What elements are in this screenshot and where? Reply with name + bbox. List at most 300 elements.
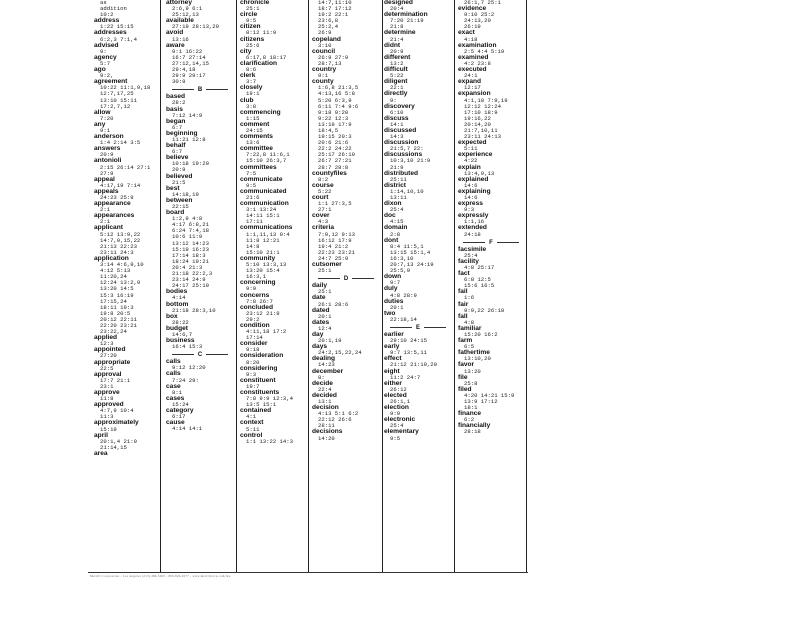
index-locator: 7:20 21:19 (390, 17, 424, 25)
index-term: communication (240, 200, 289, 208)
index-locator: 4:17,19 7:14 (100, 181, 141, 189)
index-locator: 16:3,1 (246, 273, 267, 281)
index-term: anderson (94, 133, 124, 141)
index-locator: 27:20 (100, 352, 117, 360)
index-locator: 14:3 (390, 133, 404, 141)
index-term: appeal (94, 175, 115, 183)
index-locator: 13:12 14:23 (172, 239, 209, 247)
index-term: case (166, 382, 181, 390)
index-term: discussions (384, 151, 423, 159)
index-locator: 23:14 24:9 (172, 276, 206, 284)
index-term: day (312, 330, 324, 338)
column-divider (382, 0, 383, 572)
index-locator: 26:7 27:21 (318, 157, 352, 165)
index-locator: 12:3 (100, 340, 114, 348)
index-term: course (312, 181, 334, 189)
index-term: citizens (240, 35, 265, 43)
index-locator: 4:13 5:1 6:2 (318, 410, 359, 418)
index-term: extended (458, 224, 487, 232)
index-term: discussed (384, 126, 417, 134)
index-locator: 7:24 29: (172, 376, 199, 384)
index-term: two (384, 309, 396, 317)
index-term: business (166, 337, 195, 345)
index-locator: 22:20 23:21 (100, 321, 137, 329)
index-term: explained (458, 175, 489, 183)
index-term: determination (384, 11, 428, 19)
index-term: familiar (458, 324, 482, 332)
page-footer: Merrill Corporation - Los Angeles (213) 486-5200 - 800-826-0277 - www.merrillcorp.com/law (90, 574, 231, 578)
index-locator: 23:12 21:9 (246, 309, 280, 317)
index-term: advised (94, 41, 119, 49)
index-term: antonioli (94, 157, 122, 165)
index-term: facsimile (458, 245, 487, 253)
index-locator: 20:1,19 (318, 337, 342, 345)
letter-heading: B (166, 87, 234, 93)
index-locator: 1:2,9 4:8 (172, 215, 203, 223)
index-locator: 15:10 21:1 (246, 248, 280, 256)
index-term: court (312, 194, 329, 201)
index-locator: 6:8 12:5 (464, 276, 491, 284)
index-term: different (384, 53, 411, 61)
index-term: city (240, 47, 252, 55)
index-locator: 13:16 (172, 35, 189, 43)
index-locator: 5:20 6:3,9 (318, 96, 352, 104)
index-locator: 21:8 (390, 23, 404, 31)
column-divider (236, 0, 237, 572)
index-locator: 29:10 24:15 (390, 337, 427, 345)
index-locator: 19:16,22 (464, 114, 491, 122)
index-locator: 12:24 13:2,9 (100, 279, 141, 287)
index-locator: 4:8 28:9 (390, 291, 417, 299)
index-locator: 4:17 6:8,21 (172, 221, 209, 229)
index-locator: 4:1,10 7:9,19 (464, 96, 508, 104)
index-term: answers (94, 145, 121, 153)
index-locator: 21:12 21:19,20 (390, 361, 437, 369)
index-term: application (94, 254, 129, 262)
index-locator: 17:2,7,12 (100, 102, 131, 110)
index-locator: 15:6 16:5 (464, 282, 495, 290)
index-term: category (166, 407, 194, 414)
letter-heading: E (384, 325, 452, 331)
index-term: district (384, 181, 406, 189)
index-locator: 20:4 21:3 (172, 263, 203, 271)
index-locator: 10:6 11:9 (172, 233, 203, 241)
index-term: county (312, 78, 334, 86)
index-locator: 2:15 26:14 27:1 (100, 163, 151, 171)
index-locator: 1:1,16 (464, 218, 485, 226)
index-locator: 18:1 (464, 404, 478, 412)
index-locator: 13:10 15:11 (100, 96, 137, 104)
index-locator: 4:13,16 5:8 (318, 90, 355, 98)
index-locator: 19:15 20:3 (318, 133, 352, 141)
index-locator: 20:7,13 24:19 (390, 261, 434, 269)
index-locator: 21:18 28:3,10 (172, 306, 216, 314)
index-term: chronicle (240, 0, 270, 6)
index-locator: 4:18 (464, 35, 478, 43)
index-column-6 (458, 0, 524, 572)
index-locator: 6:7 (172, 123, 183, 131)
index-term: electronic (384, 416, 416, 424)
index-locator: 11:21 12:8 (172, 135, 206, 143)
index-locator: 26:1,1 (390, 398, 411, 405)
index-locator: 9:5 (246, 181, 257, 189)
index-locator: 17:11 (246, 218, 263, 226)
index-locator: 3:7 (246, 78, 257, 86)
index-locator: 5:22 (390, 72, 404, 80)
index-term: concerning (240, 279, 276, 287)
index-term: designed (384, 0, 413, 6)
index-locator: 17:15,24 (100, 297, 127, 305)
index-locator: 13:19 17:9 (318, 120, 352, 128)
index-term: calls (166, 358, 181, 366)
index-locator: 27:19 28:13,20 (172, 23, 219, 31)
index-term: appropriate (94, 358, 131, 366)
index-locator: 9:2, (100, 72, 114, 80)
index-term: ago (94, 66, 106, 74)
index-term: approximately (94, 419, 139, 427)
index-term: box (166, 312, 178, 320)
index-term: eight (384, 367, 400, 375)
index-term: closely (240, 84, 263, 92)
index-term: comments (240, 133, 273, 141)
index-locator: 26:9 27:9 (318, 53, 349, 61)
index-locator: 4:1 (246, 413, 257, 421)
index-locator: 3:1 13:24 (246, 206, 277, 214)
index-locator: 3:10 (318, 41, 332, 49)
index-locator: 15:3 16:19 (100, 291, 134, 299)
index-term: favor (458, 361, 475, 369)
index-locator: 23:22,24 (100, 328, 127, 336)
index-locator: 7:20 (100, 114, 114, 122)
index-column-5 (384, 0, 452, 572)
index-locator: 14:1 (390, 120, 404, 128)
index-term: address (94, 17, 120, 25)
index-locator: 17:7 21:1 (100, 376, 131, 384)
index-term: clerk (240, 72, 256, 80)
index-term: constituent (240, 376, 276, 384)
index-locator: 7:8 9:9 12:3,4 (246, 395, 293, 403)
index-locator: 2:1 (100, 206, 111, 214)
index-locator: 9:7 13:5,11 (390, 349, 427, 357)
index-term: club (240, 96, 254, 104)
index-locator: 21:6 (246, 194, 260, 201)
index-term: committee (240, 145, 273, 153)
index-locator: 27:12,14,15 (172, 59, 209, 67)
index-locator: 20:9 (390, 47, 404, 55)
index-locator: 21:9 (390, 163, 404, 171)
index-term: beginning (166, 129, 198, 137)
index-locator: 9: (390, 96, 397, 104)
index-locator: 28:7,13 (318, 59, 342, 67)
index-locator: 1:22 15:15 (100, 23, 134, 31)
index-locator: 13:1 (318, 398, 332, 405)
index-locator: 13:20 15:4 (246, 267, 280, 275)
index-locator: 3:14 4:6,9,10 (100, 261, 144, 269)
index-locator: 20:9 (172, 166, 186, 174)
index-term: circle (240, 11, 258, 19)
index-locator: 19:7 (246, 382, 260, 390)
index-locator: 25:12,13 (172, 11, 199, 19)
index-term: elected (384, 391, 407, 399)
index-locator: 13:5 15:1 (246, 401, 277, 409)
index-term: communications (240, 224, 293, 232)
index-term: days (312, 343, 328, 351)
index-locator: 29:4,18 (172, 66, 196, 74)
index-locator: 19:2 22:1 (318, 11, 349, 19)
index-locator: 23:1 (100, 382, 114, 390)
index-locator: 25:6 (246, 41, 260, 49)
index-term: attorney (166, 0, 193, 6)
index-locator: 1:6,8 21:3,5 (318, 84, 359, 92)
index-locator: 18:7 17:12 (318, 5, 352, 13)
index-term: decide (312, 379, 333, 387)
index-locator: 8:6 (246, 66, 257, 74)
index-locator: 22:15 (172, 203, 189, 210)
index-locator: 9:7 (390, 279, 401, 287)
index-locator: 19:4 21:2 (318, 242, 349, 250)
index-term: dated (312, 306, 330, 314)
index-term: avoid (166, 29, 184, 37)
index-locator: 14:6 (464, 194, 478, 201)
index-locator: 22:1 (390, 84, 404, 92)
index-term: elementary (384, 428, 419, 436)
index-term: clarification (240, 59, 278, 67)
index-term: dates (312, 318, 330, 326)
index-locator: 21:4 (390, 35, 404, 43)
index-locator: 17:14 (246, 334, 263, 342)
index-locator: 28:2 (172, 99, 186, 107)
index-locator: 25:4 (464, 251, 478, 259)
index-locator: 14:18,19 (172, 190, 199, 198)
index-locator: 22:12 26:6 (318, 416, 352, 424)
index-term: early (384, 343, 400, 351)
index-locator: 4:14 14:1 (172, 425, 203, 433)
index-locator: 8:2 (318, 175, 329, 183)
index-locator: 11:3 (100, 413, 114, 421)
index-locator: 14:8 (246, 242, 260, 250)
index-locator: 16:12 17:9 (318, 236, 352, 244)
index-locator: 24:1 (464, 72, 478, 80)
index-term: bodies (166, 288, 188, 296)
index-term: express (458, 200, 483, 208)
index-locator: 9:18 9:20 (318, 108, 349, 116)
index-locator: 6:24 7:4,18 (172, 227, 209, 235)
index-locator: 20:4 (390, 5, 404, 13)
index-locator: 7:9,12 9:13 (318, 230, 355, 238)
index-locator: 10:3,10 21:9 (390, 157, 431, 165)
index-term: context (240, 419, 264, 427)
index-locator: 19:1 (246, 90, 260, 98)
index-column-2 (166, 0, 234, 572)
index-locator: 25:17 26:19 (318, 151, 355, 159)
index-locator: 10:2 (100, 11, 114, 19)
index-locator: 10:22 11:1,9,18 (100, 84, 151, 92)
index-locator: 22:18,14 (390, 315, 417, 323)
index-term: daily (312, 282, 328, 290)
index-locator: 2:1 (100, 218, 111, 226)
index-term: agency (94, 53, 117, 61)
index-locator: 14:11 15:1 (246, 212, 280, 220)
index-locator: 4:8 (464, 318, 475, 326)
index-term: approved (94, 401, 124, 409)
index-locator: 26:1,7 25:1 (464, 0, 501, 6)
index-locator: 17:14 18:3 (172, 251, 206, 259)
index-locator: 13:2 (390, 59, 404, 67)
index-locator: 19:8 20:5 (100, 309, 131, 317)
index-term: diligent (384, 78, 408, 86)
index-term: council (312, 47, 336, 55)
index-locator: 1:1 13:22 14:3 (246, 437, 293, 445)
index-locator: 1:15 (246, 114, 260, 122)
index-locator: 9:22 12:3 (318, 114, 349, 122)
index-term: basis (166, 105, 183, 113)
index-locator: 3:8 (246, 102, 257, 110)
index-locator: 11:8 12:21 (246, 236, 280, 244)
index-term: fall (458, 312, 468, 320)
index-term: community (240, 254, 276, 262)
index-term: determine (384, 29, 416, 37)
index-term: approval (94, 370, 122, 378)
index-term: duties (384, 297, 404, 305)
index-locator: 20:1 (390, 303, 404, 311)
index-term: condition (240, 321, 270, 329)
index-locator: 5:22 (318, 187, 332, 195)
index-locator: 10:18 19:20 (172, 160, 209, 168)
index-locator: 13:6 (246, 139, 260, 147)
index-term: available (166, 17, 194, 25)
index-term: duly (384, 285, 398, 293)
index-locator: 7:22,8 11:6,1 (246, 151, 290, 159)
index-locator: 4:3 (318, 218, 329, 226)
index-term: fact (458, 270, 470, 278)
index-locator: 12:4 (318, 324, 332, 332)
index-term: cases (166, 394, 185, 402)
index-term: exact (458, 29, 475, 37)
index-locator: 14:7,9,15,22 (100, 236, 141, 244)
index-term: committees (240, 163, 277, 171)
index-locator: 4:11,18 17:2 (246, 328, 287, 336)
index-term: directly (384, 90, 408, 98)
index-locator: 2:5 4:4 5:19 (464, 47, 505, 55)
index-term: discuss (384, 114, 409, 122)
index-term: aware (166, 41, 185, 49)
index-locator: 9:9 (390, 410, 401, 418)
index-term: executed (458, 66, 487, 74)
index-term: fail (458, 288, 468, 296)
index-locator: 26:9 (318, 29, 332, 37)
index-term: best (166, 184, 180, 192)
index-locator: 25:1 (318, 288, 332, 296)
index-locator: 5:7 (100, 59, 111, 67)
index-term: explaining (458, 187, 491, 195)
index-term: cause (166, 419, 185, 427)
index-term: dixon (384, 200, 402, 208)
index-locator: 6:11 7:4 9:6 (318, 102, 359, 110)
index-locator: 21:18 22:2,3 (172, 270, 213, 278)
index-term: country (312, 66, 337, 74)
index-locator: 12:7,17,25 (100, 90, 134, 98)
index-term: discussion (384, 139, 419, 147)
index-locator: 25:5,9 (390, 267, 411, 275)
index-locator: 23:6,8 (318, 17, 339, 25)
index-term: any (94, 120, 106, 128)
index-locator: 1:1,11,13 9:4 (246, 230, 290, 238)
index-term: allow (94, 108, 111, 116)
index-locator: 21:14,15 (100, 443, 127, 451)
index-locator: 20:14,20 (464, 120, 491, 128)
index-term: addresses (94, 29, 127, 37)
index-term: calls (166, 370, 181, 378)
index-locator: 6:5 (464, 343, 475, 351)
index-locator: 16:4 15:3 (172, 343, 203, 351)
index-locator: 9:9,22 26:18 (464, 306, 505, 314)
index-locator: 13:11 (390, 194, 407, 201)
index-locator: 2:6,9 6:1 (172, 5, 203, 13)
index-term: appointed (94, 346, 126, 354)
index-locator: 6:2 (464, 416, 475, 424)
index-locator: 28:22 (172, 318, 189, 326)
index-locator: 21:5,7 22: (390, 145, 424, 153)
index-term: behalf (166, 142, 186, 150)
page-right-border (526, 0, 527, 572)
index-locator: 12:12 12:24 (464, 102, 501, 110)
index-locator: 14:20 (318, 434, 335, 442)
index-term: effect (384, 355, 402, 363)
index-locator: 25:2,4 (318, 23, 339, 31)
letter-heading: F (458, 240, 524, 246)
index-locator: 9:1 16:22 (172, 47, 203, 55)
index-term: contained (240, 407, 272, 415)
index-term: experience (458, 151, 493, 159)
index-term: earlier (384, 330, 404, 338)
index-term: concluded (240, 303, 273, 311)
index-locator: 9:12 12:20 (172, 364, 206, 372)
index-locator: 6:17 (172, 413, 186, 421)
index-term: doc (384, 212, 396, 220)
index-locator: 29:2 (246, 315, 260, 323)
index-term: consider (240, 340, 268, 348)
index-locator: 5:10 13:3,13 (246, 261, 287, 269)
index-locator: 28:18 (464, 428, 481, 436)
index-locator: 9:10 25:2 (464, 11, 495, 19)
index-locator: 13:10,20 (464, 355, 491, 363)
index-term: farm (458, 337, 473, 345)
index-locator: 14:23 (318, 361, 335, 369)
column-divider (160, 0, 161, 572)
index-term: cover (312, 212, 330, 220)
index-term: commencing (240, 108, 281, 116)
index-locator: 7:8 26:7 (246, 297, 273, 305)
index-locator: 26:1 28:6 (318, 300, 349, 308)
index-term: facility (458, 257, 479, 265)
index-term: date (312, 294, 326, 302)
index-term: believed (166, 172, 193, 180)
index-locator: 4:15 (390, 218, 404, 226)
index-locator: 5:12 13:9,22 (100, 230, 141, 238)
index-term: communicated (240, 187, 287, 195)
index-term: applied (94, 334, 118, 342)
index-locator: 25:1 (318, 267, 332, 275)
index-locator: 21:5 (172, 178, 186, 186)
letter-heading: D (312, 276, 380, 282)
index-locator: 27:1 (318, 206, 332, 214)
index-locator: 13:20 (464, 367, 481, 375)
index-locator: 2:8 (390, 230, 401, 238)
index-term: election (384, 404, 409, 412)
index-locator: 9:5 (246, 17, 257, 25)
index-term: cutsomer (312, 261, 342, 269)
index-locator: 29:9 29:17 (172, 72, 206, 80)
